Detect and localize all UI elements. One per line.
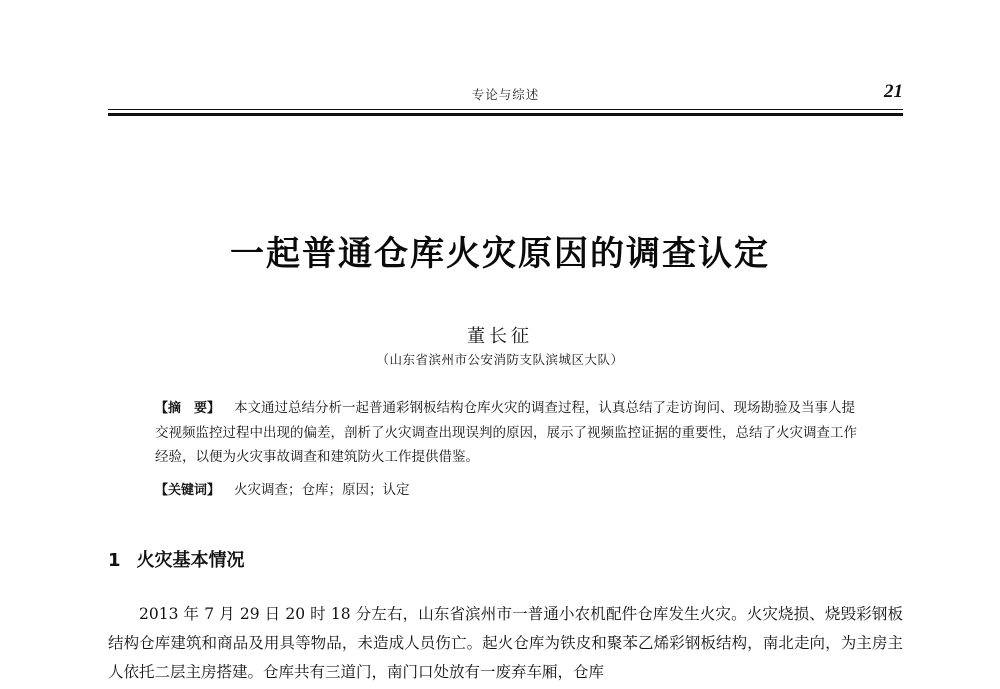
section-number: 1 xyxy=(108,550,121,571)
keywords-label: 【关键词】 xyxy=(155,483,221,498)
header-rule-thin xyxy=(108,109,903,110)
header-rule-thick xyxy=(108,113,903,116)
section-heading xyxy=(108,546,245,572)
section-title: 火灾基本情况 xyxy=(136,550,245,571)
abstract-text: 本文通过总结分析一起普通彩钢板结构仓库火灾的调查过程，认真总结了走访询问、现场勘验及当事人提交视频监控过程中出现的偏差，剖析了火灾调查出现误判的原因，展示了视频监控证据的重要性，总结了火灾调查工作经验，以便为火灾事故调查和建筑防火工作提供借鉴。 xyxy=(155,400,857,465)
abstract-paragraph xyxy=(155,396,860,469)
article-title: 一起普通仓库火灾原因的调查认定 xyxy=(230,234,770,274)
abstract-block xyxy=(155,396,860,469)
running-header xyxy=(108,81,903,106)
author-affiliation: （山东省滨州市公安消防支队滨城区大队） xyxy=(376,352,624,367)
keywords-text: 火灾调查；仓库；原因；认定 xyxy=(234,482,410,498)
section-name: 专论与综述 xyxy=(471,87,540,102)
keywords-block xyxy=(155,479,860,502)
page-number: 21 xyxy=(884,81,903,102)
body-paragraph: 2013 年 7 月 29 日 20 时 18 分左右，山东省滨州市一普通小农机配件仓库发生火灾。火灾烧损、烧毁彩钢板结构仓库建筑和商品及用具等物品，未造成人员伤亡。起火仓库为铁皮和聚苯乙烯彩钢板结构，南北走向，为主房主人依托二层主房搭建。仓库共有三道门，南门口处放有一废弃车厢，仓库 xyxy=(108,605,903,681)
body-text xyxy=(108,600,903,687)
author-name: 董长征 xyxy=(467,326,533,347)
abstract-label: 【摘 要】 xyxy=(155,401,221,416)
